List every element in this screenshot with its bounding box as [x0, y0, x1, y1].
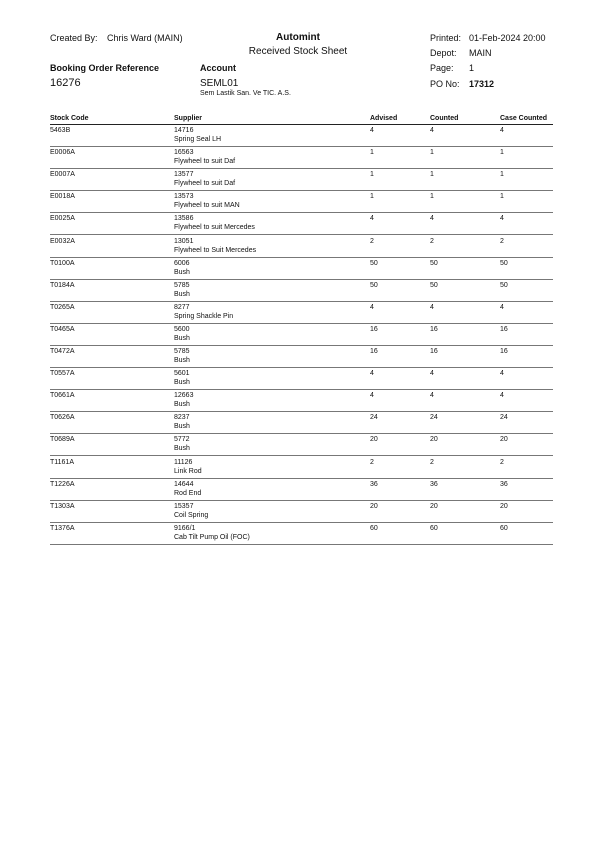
description-cell: Bush — [174, 445, 190, 453]
counted-cell: 50 — [430, 259, 438, 267]
table-row — [0, 260, 595, 282]
row-divider — [50, 433, 553, 434]
col-header-counted: Counted — [430, 115, 459, 122]
row-divider — [50, 345, 553, 346]
advised-cell: 60 — [370, 524, 378, 532]
table-row — [0, 392, 595, 414]
table-row — [0, 525, 595, 547]
table-row — [0, 304, 595, 326]
description-cell: Flywheel to suit Daf — [174, 158, 236, 166]
stock-code-cell: E0006A — [50, 149, 75, 157]
case-counted-cell: 4 — [500, 215, 504, 223]
account-code: SEML01 — [200, 78, 239, 89]
table-row — [0, 215, 595, 237]
company-name: Automint — [276, 32, 320, 43]
case-counted-cell: 16 — [500, 348, 508, 355]
advised-cell: 16 — [370, 348, 378, 355]
col-header-supplier: Supplier — [174, 115, 203, 122]
advised-cell: 20 — [370, 502, 378, 510]
supplier-ref-cell: 12663 — [174, 392, 194, 400]
supplier-ref-cell: 13051 — [174, 237, 194, 245]
advised-cell: 24 — [370, 414, 378, 422]
created-by-label: Created By: — [50, 33, 98, 43]
account-label: Account — [200, 63, 236, 73]
counted-cell: 2 — [430, 458, 434, 466]
description-cell: Bush — [174, 268, 190, 276]
table-row — [0, 193, 595, 215]
counted-cell: 4 — [430, 303, 434, 311]
case-counted-cell: 2 — [500, 458, 504, 466]
stock-code-cell: T1376A — [50, 524, 75, 532]
case-counted-cell: 1 — [500, 193, 504, 201]
supplier-ref-cell: 14716 — [174, 127, 194, 134]
case-counted-cell: 4 — [500, 392, 504, 400]
row-divider — [50, 544, 553, 545]
table-row — [0, 238, 595, 260]
stock-code-cell: T0626A — [50, 414, 75, 422]
advised-cell: 1 — [370, 149, 374, 157]
stock-code-cell: 5463B — [50, 127, 71, 134]
advised-cell: 36 — [370, 480, 378, 488]
counted-cell: 16 — [430, 325, 438, 333]
table-row — [0, 370, 595, 392]
stock-code-cell: T1303A — [50, 502, 75, 510]
description-cell: Bush — [174, 379, 190, 387]
description-cell: Link Rod — [174, 467, 202, 475]
description-cell: Flywheel to Suit Mercedes — [174, 246, 257, 254]
table-row — [0, 127, 595, 149]
case-counted-cell: 36 — [500, 480, 508, 488]
case-counted-cell: 2 — [500, 237, 504, 245]
po-label: PO No: — [430, 79, 460, 89]
stock-code-cell: T1161A — [50, 458, 74, 466]
advised-cell: 1 — [370, 193, 374, 201]
table-row — [0, 459, 595, 481]
counted-cell: 24 — [430, 414, 438, 422]
row-divider — [50, 212, 553, 213]
counted-cell: 20 — [430, 436, 438, 444]
col-header-stock-code: Stock Code — [50, 115, 89, 122]
description-cell: Coil Spring — [174, 511, 209, 519]
printed-value: 01-Feb-2024 20:00 — [469, 33, 546, 43]
row-divider — [50, 279, 553, 280]
row-divider — [50, 367, 553, 368]
col-header-advised: Advised — [370, 115, 398, 122]
stock-code-cell: T0265A — [50, 303, 75, 311]
case-counted-cell: 60 — [500, 524, 508, 532]
row-divider — [50, 500, 553, 501]
supplier-ref-cell: 14644 — [174, 480, 194, 488]
description-cell: Spring Seal LH — [174, 136, 222, 143]
row-divider — [50, 168, 553, 169]
stock-code-cell: T0100A — [50, 259, 75, 267]
advised-cell: 4 — [370, 370, 374, 378]
depot-value: MAIN — [469, 48, 492, 58]
advised-cell: 50 — [370, 259, 378, 267]
supplier-ref-cell: 5601 — [174, 370, 190, 378]
stock-code-cell: T0689A — [50, 436, 75, 444]
supplier-ref-cell: 6006 — [174, 259, 190, 267]
supplier-ref-cell: 15357 — [174, 502, 194, 510]
row-divider — [50, 234, 553, 235]
supplier-ref-cell: 16563 — [174, 149, 194, 157]
stock-code-cell: T0465A — [50, 325, 75, 333]
description-cell: Bush — [174, 357, 190, 364]
supplier-ref-cell: 5785 — [174, 281, 190, 289]
stock-code-cell: E0025A — [50, 215, 75, 223]
supplier-ref-cell: 11126 — [174, 458, 193, 466]
case-counted-cell: 1 — [500, 149, 504, 157]
table-row — [0, 282, 595, 304]
supplier-ref-cell: 13586 — [174, 215, 194, 223]
case-counted-cell: 4 — [500, 370, 504, 378]
table-row — [0, 348, 595, 370]
page-label: Page: — [430, 63, 454, 73]
booking-ref-value: 16276 — [50, 77, 81, 89]
description-cell: Bush — [174, 334, 190, 342]
advised-cell: 4 — [370, 127, 374, 134]
supplier-ref-cell: 8277 — [174, 303, 190, 311]
table-row — [0, 149, 595, 171]
case-counted-cell: 1 — [500, 171, 504, 179]
counted-cell: 20 — [430, 502, 438, 510]
row-divider — [50, 522, 553, 523]
supplier-ref-cell: 5785 — [174, 348, 190, 355]
case-counted-cell: 20 — [500, 502, 508, 510]
description-cell: Cab Tilt Pump Oil (FOC) — [174, 533, 250, 541]
counted-cell: 1 — [430, 149, 434, 157]
case-counted-cell: 50 — [500, 281, 508, 289]
case-counted-cell: 4 — [500, 127, 504, 134]
case-counted-cell: 24 — [500, 414, 508, 422]
description-cell: Bush — [174, 401, 190, 409]
row-divider — [50, 478, 553, 479]
supplier-ref-cell: 5772 — [174, 436, 190, 444]
stock-code-cell: T0661A — [50, 392, 75, 400]
advised-cell: 50 — [370, 281, 378, 289]
case-counted-cell: 20 — [500, 436, 508, 444]
counted-cell: 1 — [430, 193, 434, 201]
description-cell: Flywheel to suit Mercedes — [174, 224, 255, 232]
stock-code-cell: E0007A — [50, 171, 75, 179]
depot-label: Depot: — [430, 48, 457, 58]
advised-cell: 2 — [370, 237, 374, 245]
header-divider — [50, 124, 553, 125]
description-cell: Flywheel to suit Daf — [174, 180, 236, 188]
description-cell: Flywheel to suit MAN — [174, 202, 240, 210]
supplier-ref-cell: 5600 — [174, 325, 190, 333]
counted-cell: 60 — [430, 524, 438, 532]
table-row — [0, 326, 595, 348]
stock-code-cell: T0472A — [50, 348, 75, 355]
row-divider — [50, 301, 553, 302]
table-row — [0, 503, 595, 525]
description-cell: Rod End — [174, 489, 202, 497]
stock-code-cell: E0018A — [50, 193, 75, 201]
supplier-ref-cell: 8237 — [174, 414, 190, 422]
counted-cell: 4 — [430, 215, 434, 223]
row-divider — [50, 389, 553, 390]
table-row — [0, 436, 595, 458]
advised-cell: 2 — [370, 458, 374, 466]
advised-cell: 4 — [370, 215, 374, 223]
counted-cell: 1 — [430, 171, 434, 179]
table-row — [0, 481, 595, 503]
counted-cell: 36 — [430, 480, 438, 488]
case-counted-cell: 4 — [500, 303, 504, 311]
description-cell: Bush — [174, 423, 190, 431]
advised-cell: 4 — [370, 303, 374, 311]
page-value: 1 — [469, 63, 475, 73]
row-divider — [50, 323, 553, 324]
counted-cell: 2 — [430, 237, 434, 245]
description-cell: Spring Shackle Pin — [174, 312, 234, 320]
row-divider — [50, 146, 553, 147]
stock-code-cell: E0032A — [50, 237, 75, 245]
account-name: Sem Lastik San. Ve TIC. A.S. — [200, 90, 291, 97]
advised-cell: 20 — [370, 436, 378, 444]
row-divider — [50, 257, 553, 258]
counted-cell: 50 — [430, 281, 438, 289]
counted-cell: 4 — [430, 370, 434, 378]
row-divider — [50, 411, 553, 412]
document-title: Received Stock Sheet — [248, 46, 348, 57]
case-counted-cell: 50 — [500, 259, 508, 267]
case-counted-cell: 16 — [500, 325, 508, 333]
table-row — [0, 414, 595, 436]
col-header-case-counted: Case Counted — [500, 115, 548, 122]
row-divider — [50, 190, 553, 191]
description-cell: Bush — [174, 290, 190, 298]
table-row — [0, 171, 595, 193]
advised-cell: 4 — [370, 392, 374, 400]
stock-code-cell: T0557A — [50, 370, 75, 378]
advised-cell: 16 — [370, 325, 378, 333]
stock-code-cell: T0184A — [50, 281, 75, 289]
supplier-ref-cell: 13573 — [174, 193, 194, 201]
advised-cell: 1 — [370, 171, 374, 179]
supplier-ref-cell: 9166/1 — [174, 524, 196, 532]
stock-code-cell: T1226A — [50, 480, 75, 488]
supplier-ref-cell: 13577 — [174, 171, 194, 179]
printed-label: Printed: — [430, 33, 462, 43]
counted-cell: 4 — [430, 392, 434, 400]
row-divider — [50, 455, 553, 456]
created-by-value: Chris Ward (MAIN) — [107, 33, 183, 43]
po-value: 17312 — [469, 79, 495, 89]
counted-cell: 16 — [430, 348, 438, 355]
booking-ref-label: Booking Order Reference — [50, 63, 160, 73]
counted-cell: 4 — [430, 127, 434, 134]
